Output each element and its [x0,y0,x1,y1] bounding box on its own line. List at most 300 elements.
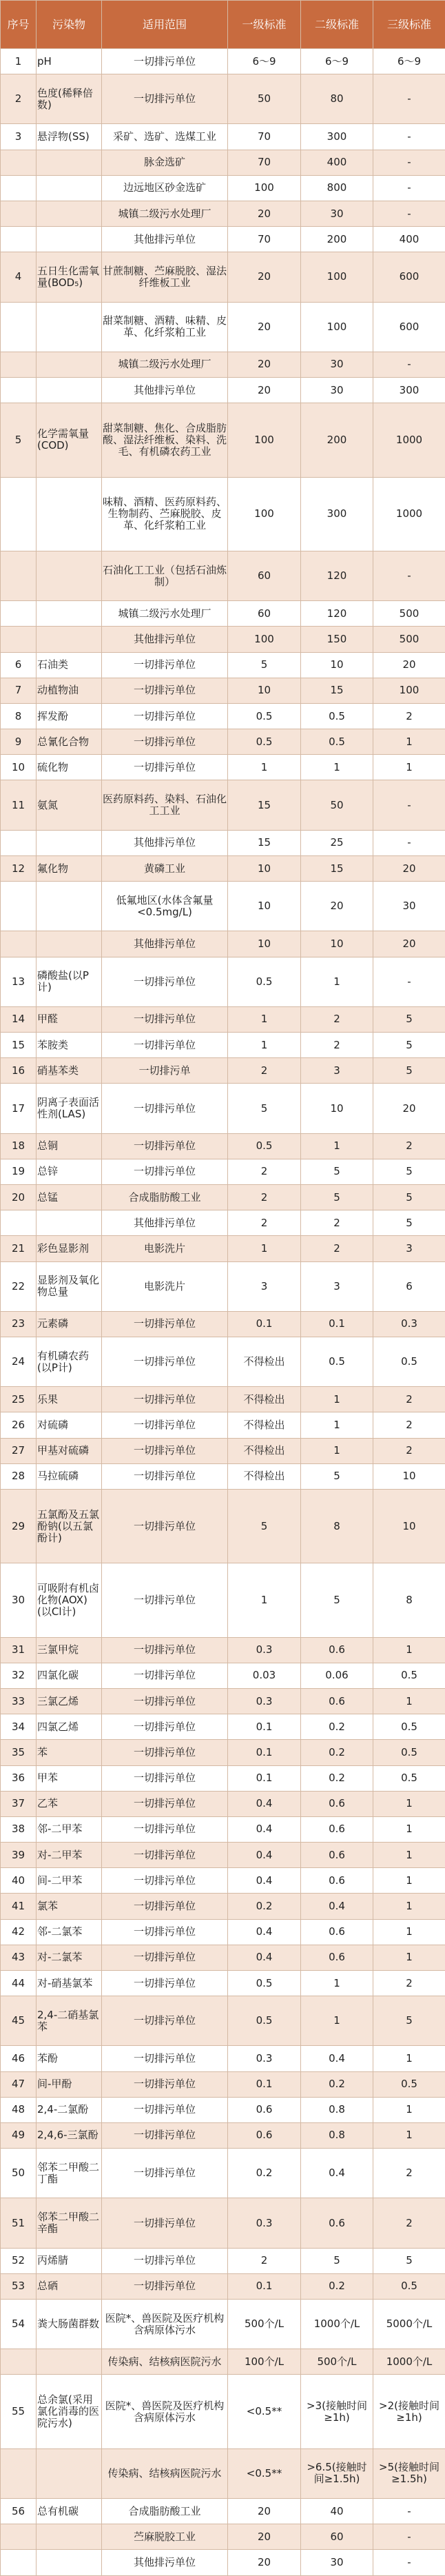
cell-scope: 一切排污单位 [102,1765,228,1791]
cell-grade-2: 80 [301,74,373,124]
header-grade-1: 一级标准 [228,1,301,49]
cell-grade-3: - [373,201,445,226]
cell-grade-2: 50 [301,780,373,830]
cell-grade-3: 2 [373,2198,445,2248]
cell-grade-2: 0.6 [301,1868,373,1894]
cell-no: 21 [1,1236,37,1261]
cell-grade-3: 2 [373,1412,445,1438]
cell-grade-2: 120 [301,551,373,601]
table-row [1,703,445,729]
table-row [1,1919,445,1945]
cell-grade-2: 1 [301,755,373,780]
cell-scope: 甜菜制糖、焦化、合成脂肪酸、湿法纤维板、染料、洗毛、有机磷农药工业 [102,403,228,477]
cell-pollutant: 氯苯 [37,1894,102,1919]
cell-pollutant: 三氯甲烷 [37,1637,102,1663]
cell-grade-2: 0.2 [301,1765,373,1791]
cell-scope: 一切排污单位 [102,1084,228,1133]
cell-grade-1: 0.4 [228,1816,301,1842]
cell-pollutant: 三氯乙烯 [37,1689,102,1714]
cell-grade-2: 0.6 [301,1843,373,1868]
cell-grade-3: 5 [373,1058,445,1084]
cell-scope: 一切排污单位 [102,1996,228,2046]
cell-grade-1: 0.4 [228,1791,301,1816]
cell-grade-1: 100 [228,627,301,652]
cell-scope: 一切排污单位 [102,1159,228,1184]
cell-scope: 甜菜制糖、酒精、味精、皮革、化纤浆粕工业 [102,302,228,352]
cell-pollutant: 石油类 [37,652,102,678]
cell-no: 6 [1,652,37,678]
cell-scope: 一切排污单位 [102,1412,228,1438]
cell-pollutant: 挥发酚 [37,703,102,729]
cell-no: 55 [1,2375,37,2448]
cell-grade-2: 2 [301,1210,373,1236]
cell-pollutant: 苯酚 [37,2046,102,2071]
table-row [1,2198,445,2248]
cell-grade-2: 1 [301,957,373,1006]
cell-no [1,830,37,855]
cell-pollutant: 邻苯二甲酸二辛酯 [37,2198,102,2248]
cell-grade-3: 1000 [373,477,445,551]
cell-no: 9 [1,729,37,755]
cell-scope: 边远地区砂金选矿 [102,175,228,201]
table-row [1,1184,445,1210]
cell-grade-3: - [373,830,445,855]
cell-grade-3: 100 [373,678,445,703]
cell-grade-1: 15 [228,830,301,855]
cell-grade-1: 0.1 [228,1311,301,1337]
cell-grade-2: 0.6 [301,1689,373,1714]
cell-pollutant: 总余氯(采用氯化消毒的医院污水) [37,2375,102,2448]
table-row [1,378,445,403]
cell-grade-1: 0.1 [228,2071,301,2097]
table-row [1,1791,445,1816]
cell-grade-3: 0.5 [373,1337,445,1386]
cell-grade-1: 0.1 [228,1740,301,1765]
cell-grade-1: 20 [228,252,301,302]
cell-no: 24 [1,1337,37,1386]
cell-grade-3: 400 [373,227,445,252]
cell-grade-2: 6～9 [301,49,373,74]
cell-scope: 城镇二级污水处理厂 [102,601,228,627]
cell-grade-2: 0.6 [301,1637,373,1663]
table-row [1,678,445,703]
cell-grade-1: 20 [228,352,301,377]
cell-grade-3: 0.5 [373,2273,445,2299]
header-grade-3: 三级标准 [373,1,445,49]
cell-scope: 一切排污单位 [102,2071,228,2097]
table-row [1,1816,445,1842]
cell-grade-1: 20 [228,302,301,352]
cell-grade-3: 1 [373,1945,445,1970]
cell-grade-3: 2 [373,1133,445,1159]
cell-grade-1: 0.1 [228,1765,301,1791]
cell-pollutant [37,931,102,957]
cell-scope: 传染病、结核病医院污水 [102,2448,228,2498]
cell-scope: 城镇二级污水处理厂 [102,201,228,226]
table-row [1,957,445,1006]
cell-scope: 一切排污单位 [102,729,228,755]
cell-no [1,627,37,652]
cell-grade-2: 0.5 [301,703,373,729]
cell-scope: 一切排污单位 [102,2248,228,2273]
cell-grade-2: 0.5 [301,1337,373,1386]
cell-grade-2: 0.2 [301,2273,373,2299]
cell-grade-3: 1 [373,1689,445,1714]
cell-pollutant: 对硫磷 [37,1412,102,1438]
cell-grade-2: 30 [301,2550,373,2576]
cell-scope: 合成脂肪酸工业 [102,1184,228,1210]
cell-scope: 一切排污单位 [102,1970,228,1996]
cell-grade-1: 20 [228,378,301,403]
cell-no: 17 [1,1084,37,1133]
table-row [1,1133,445,1159]
cell-scope: 一切排污单 [102,1058,228,1084]
cell-no [1,477,37,551]
cell-grade-3: 300 [373,378,445,403]
cell-pollutant: 甲醛 [37,1006,102,1032]
cell-grade-1: 0.5 [228,729,301,755]
cell-grade-3: 5 [373,1033,445,1058]
cell-grade-2: 0.4 [301,1894,373,1919]
cell-scope: 一切排污单位 [102,652,228,678]
header-no: 序号 [1,1,37,49]
cell-grade-1: 0.4 [228,1843,301,1868]
cell-grade-1: 不得检出 [228,1387,301,1412]
cell-scope: 一切排污单位 [102,1006,228,1032]
cell-grade-2: 0.1 [301,1311,373,1337]
cell-grade-1: 60 [228,601,301,627]
cell-pollutant: 苯 [37,1740,102,1765]
cell-grade-1: 500个/L [228,2299,301,2349]
cell-grade-1: 0.5 [228,703,301,729]
cell-no: 20 [1,1184,37,1210]
cell-pollutant: 化学需氧量(COD) [37,403,102,477]
cell-grade-2: 1 [301,1996,373,2046]
table-row [1,830,445,855]
cell-pollutant: 对-硝基氯苯 [37,1970,102,1996]
table-row [1,1689,445,1714]
cell-grade-3: 1 [373,1919,445,1945]
cell-grade-1: 0.5 [228,1970,301,1996]
cell-grade-2: 0.6 [301,1945,373,1970]
cell-pollutant: 总铜 [37,1133,102,1159]
cell-grade-2: 500个/L [301,2349,373,2375]
cell-grade-3: 5000个/L [373,2299,445,2349]
cell-grade-2: 0.5 [301,729,373,755]
table-row [1,1868,445,1894]
cell-no [1,201,37,226]
cell-pollutant: 动植物油 [37,678,102,703]
cell-grade-1: 20 [228,2550,301,2576]
cell-scope: 一切排污单位 [102,2046,228,2071]
cell-grade-3: 6 [373,1261,445,1311]
table-row [1,1412,445,1438]
cell-scope: 一切排污单位 [102,1843,228,1868]
cell-grade-2: 5 [301,1563,373,1637]
cell-grade-3: - [373,352,445,377]
cell-pollutant [37,2448,102,2498]
table-row [1,1765,445,1791]
cell-scope: 一切排污单位 [102,1689,228,1714]
cell-scope: 医药原料药、染料、石油化工工业 [102,780,228,830]
cell-grade-1: 0.6 [228,2097,301,2122]
cell-grade-2: 300 [301,124,373,150]
table-row [1,2122,445,2148]
cell-scope: 合成脂肪酸工业 [102,2499,228,2524]
cell-no: 39 [1,1843,37,1868]
cell-pollutant [37,302,102,352]
cell-no: 52 [1,2248,37,2273]
table-row [1,2071,445,2097]
table-row [1,252,445,302]
cell-no: 25 [1,1387,37,1412]
cell-grade-2: 150 [301,627,373,652]
cell-grade-2: 15 [301,678,373,703]
table-row [1,1996,445,2046]
cell-grade-1: 不得检出 [228,1438,301,1463]
cell-pollutant: 邻-二甲苯 [37,1816,102,1842]
table-row [1,1489,445,1563]
cell-grade-3: 0.5 [373,1740,445,1765]
cell-pollutant: 硝基苯类 [37,1058,102,1084]
cell-grade-2: 1 [301,1970,373,1996]
cell-grade-2: 200 [301,403,373,477]
cell-grade-1: 20 [228,2499,301,2524]
table-row [1,150,445,175]
table-row [1,2273,445,2299]
cell-pollutant: 苯胺类 [37,1033,102,1058]
cell-scope: 一切排污单位 [102,2273,228,2299]
table-row [1,882,445,931]
cell-grade-1: 50 [228,74,301,124]
cell-no: 11 [1,780,37,830]
cell-grade-3: 6～9 [373,49,445,74]
cell-scope: 传染病、结核病医院污水 [102,2349,228,2375]
cell-grade-1: 60 [228,551,301,601]
cell-pollutant [37,150,102,175]
table-row [1,931,445,957]
table-row [1,1387,445,1412]
cell-scope: 一切排污单位 [102,2198,228,2248]
table-row [1,1463,445,1489]
cell-grade-3: 20 [373,1084,445,1133]
table-row [1,2299,445,2349]
cell-grade-3: 1 [373,1894,445,1919]
cell-grade-3: 0.5 [373,1663,445,1688]
cell-pollutant [37,551,102,601]
cell-no [1,2349,37,2375]
cell-grade-2: 25 [301,830,373,855]
cell-scope: 一切排污单位 [102,2122,228,2148]
cell-no: 12 [1,855,37,881]
cell-pollutant: 彩色显影剂 [37,1236,102,1261]
cell-pollutant: 氨氮 [37,780,102,830]
cell-scope: 城镇二级污水处理厂 [102,352,228,377]
cell-pollutant [37,601,102,627]
cell-grade-3: - [373,551,445,601]
cell-scope: 一切排污单位 [102,1637,228,1663]
cell-pollutant: 乙苯 [37,1791,102,1816]
cell-grade-1: 6～9 [228,49,301,74]
cell-no: 3 [1,124,37,150]
table-row [1,49,445,74]
table-row [1,477,445,551]
cell-scope: 一切排污单位 [102,1563,228,1637]
cell-pollutant: 2,4,6-三氯酚 [37,2122,102,2148]
cell-scope: 电影洗片 [102,1236,228,1261]
cell-no [1,175,37,201]
cell-grade-1: 0.5 [228,957,301,1006]
cell-pollutant: 总硒 [37,2273,102,2299]
cell-grade-2: 2 [301,1006,373,1032]
cell-grade-1: <0.5** [228,2448,301,2498]
cell-no: 22 [1,1261,37,1311]
cell-grade-1: 0.3 [228,2046,301,2071]
cell-scope: 其他排污单位 [102,227,228,252]
cell-scope: 一切排污单位 [102,1816,228,1842]
table-row [1,601,445,627]
cell-no: 16 [1,1058,37,1084]
cell-grade-2: 300 [301,477,373,551]
cell-grade-3: 10 [373,1463,445,1489]
cell-grade-3: - [373,150,445,175]
cell-grade-1: 3 [228,1261,301,1311]
table-row [1,652,445,678]
cell-grade-1: 70 [228,150,301,175]
cell-grade-1: 10 [228,931,301,957]
cell-grade-2: 0.2 [301,2071,373,2097]
cell-grade-3: - [373,175,445,201]
cell-grade-2: 0.2 [301,1740,373,1765]
cell-grade-3: >5(接触时间≥1.5h) [373,2448,445,2498]
cell-no: 13 [1,957,37,1006]
cell-scope: 一切排污单位 [102,1919,228,1945]
cell-grade-1: 5 [228,1489,301,1563]
cell-grade-1: 0.3 [228,2198,301,2248]
cell-grade-1: 0.3 [228,1637,301,1663]
header-scope: 适用范围 [102,1,228,49]
cell-pollutant [37,378,102,403]
table-row [1,1563,445,1637]
cell-scope: 一切排污单位 [102,1740,228,1765]
table-row [1,755,445,780]
cell-grade-2: 0.6 [301,2198,373,2248]
cell-pollutant: 色度(稀释倍数) [37,74,102,124]
cell-grade-3: 0.5 [373,1714,445,1740]
cell-no [1,601,37,627]
table-row [1,201,445,226]
cell-scope: 低氟地区(水体含氟量<0.5mg/L) [102,882,228,931]
table-row [1,403,445,477]
cell-grade-2: >3(接触时间≥1h) [301,2375,373,2448]
cell-pollutant: 四氯化碳 [37,1663,102,1688]
cell-no: 10 [1,755,37,780]
cell-scope: 一切排污单位 [102,1438,228,1463]
table-row [1,227,445,252]
cell-scope: 一切排污单位 [102,678,228,703]
cell-pollutant [37,227,102,252]
cell-scope: 味精、酒精、医药原料药、生物制药、苎麻脱胶、皮革、化纤浆粕工业 [102,477,228,551]
cell-grade-3: 2 [373,1438,445,1463]
cell-no [1,882,37,931]
cell-no: 30 [1,1563,37,1637]
cell-grade-3: 2 [373,2149,445,2198]
cell-grade-1: 不得检出 [228,1412,301,1438]
cell-no: 54 [1,2299,37,2349]
cell-grade-1: 2 [228,1184,301,1210]
cell-grade-2: 800 [301,175,373,201]
table-row [1,1084,445,1133]
header-pollutant: 污染物 [37,1,102,49]
cell-grade-2: >6.5(接触时间≥1.5h) [301,2448,373,2498]
cell-pollutant: 总氰化合物 [37,729,102,755]
cell-no: 36 [1,1765,37,1791]
cell-no: 48 [1,2097,37,2122]
table-row [1,1843,445,1868]
cell-scope: 一切排污单位 [102,1033,228,1058]
cell-scope: 一切排污单位 [102,1714,228,1740]
cell-no: 7 [1,678,37,703]
cell-grade-3: 1 [373,2122,445,2148]
cell-grade-3: 5 [373,1184,445,1210]
cell-grade-2: 10 [301,1084,373,1133]
cell-pollutant [37,882,102,931]
cell-pollutant: 硫化物 [37,755,102,780]
cell-pollutant: 总锌 [37,1159,102,1184]
table-row [1,1210,445,1236]
cell-grade-3: 1 [373,2046,445,2071]
cell-grade-2: 400 [301,150,373,175]
cell-no: 46 [1,2046,37,2071]
cell-pollutant: pH [37,49,102,74]
cell-no: 19 [1,1159,37,1184]
cell-no: 35 [1,1740,37,1765]
cell-grade-2: 0.6 [301,1791,373,1816]
cell-no: 27 [1,1438,37,1463]
cell-scope: 苎麻脱胶工业 [102,2524,228,2550]
cell-grade-1: 10 [228,882,301,931]
cell-scope: 一切排污单位 [102,957,228,1006]
cell-pollutant: 甲苯 [37,1765,102,1791]
cell-no: 29 [1,1489,37,1563]
cell-grade-3: 20 [373,652,445,678]
table-row [1,1159,445,1184]
cell-grade-1: 2 [228,1210,301,1236]
cell-no: 15 [1,1033,37,1058]
cell-grade-1: 100个/L [228,2349,301,2375]
cell-pollutant: 四氯乙烯 [37,1714,102,1740]
cell-scope: 医院*、兽医院及医疗机构含病原体污水 [102,2375,228,2448]
cell-grade-2: 5 [301,2248,373,2273]
cell-grade-3: 2 [373,1387,445,1412]
cell-grade-2: 10 [301,931,373,957]
table-row [1,2375,445,2448]
cell-grade-1: 5 [228,1084,301,1133]
cell-pollutant: 甲基对硫磷 [37,1438,102,1463]
cell-scope: 一切排污单位 [102,1489,228,1563]
cell-no: 41 [1,1894,37,1919]
cell-no: 1 [1,49,37,74]
cell-scope: 一切排污单位 [102,49,228,74]
cell-scope: 其他排污单位 [102,2550,228,2576]
cell-grade-1: 2 [228,1159,301,1184]
cell-grade-3: - [373,124,445,150]
cell-scope: 其他排污单位 [102,830,228,855]
cell-pollutant [37,627,102,652]
cell-pollutant: 邻-二氯苯 [37,1919,102,1945]
table-row [1,352,445,377]
cell-grade-3: 1 [373,1868,445,1894]
